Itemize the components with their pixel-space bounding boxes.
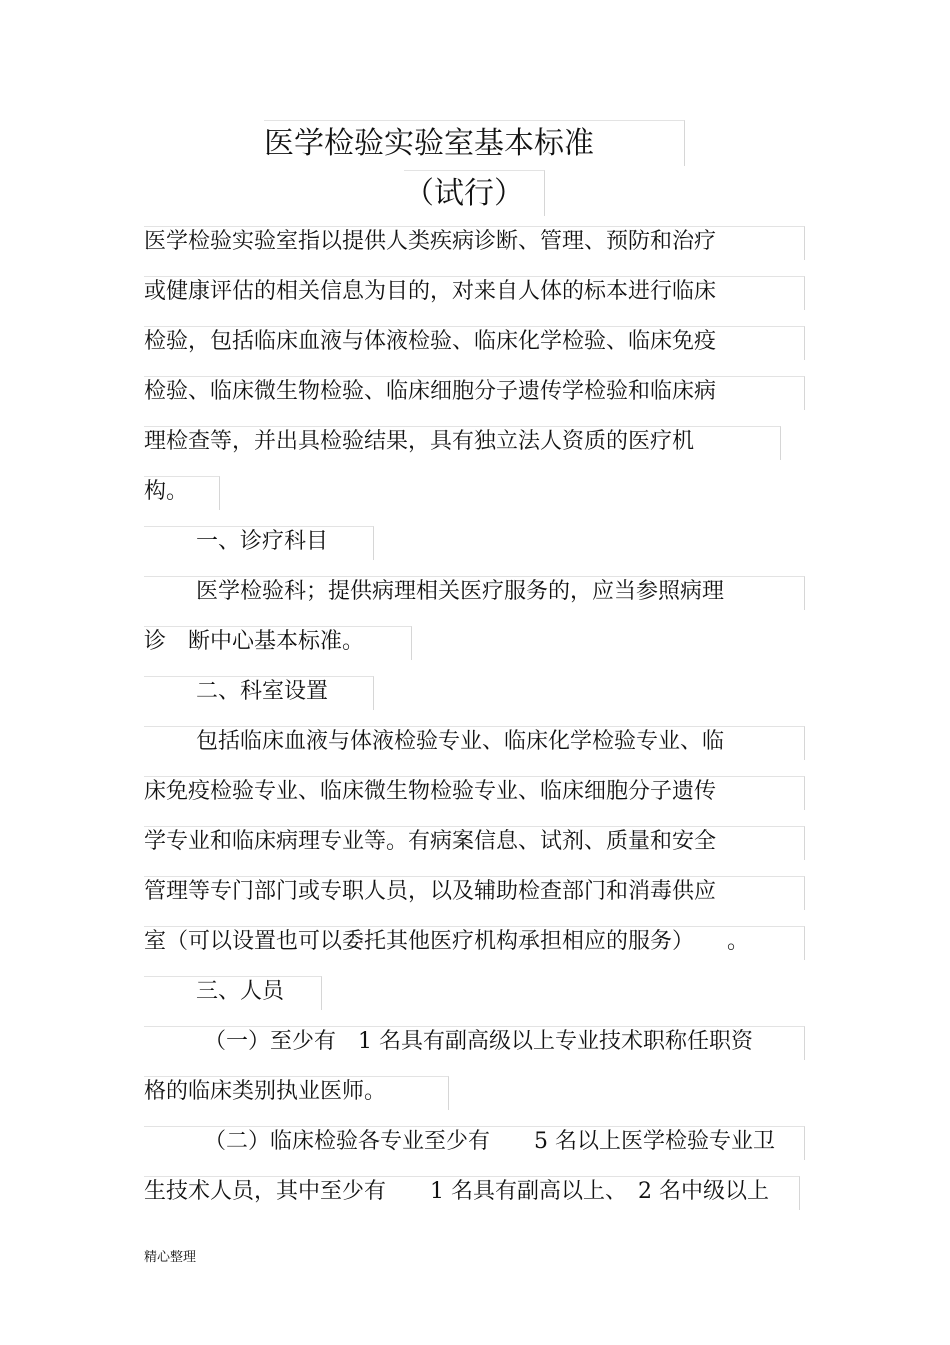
body-line: 理检查等，并出具检验结果，具有独立法人资质的医疗机 bbox=[144, 429, 695, 454]
section-heading-personnel: 三、人员 bbox=[196, 979, 285, 1004]
body-line: （二）临床检验各专业至少有 5 名以上医学检验专业卫 bbox=[204, 1129, 775, 1154]
body-line: 包括临床血液与体液检验专业、临床化学检验专业、临 bbox=[196, 729, 725, 754]
body-line: 格的临床类别执业医师。 bbox=[144, 1079, 387, 1104]
body-line: 检验、临床微生物检验、临床细胞分子遗传学检验和临床病 bbox=[144, 379, 717, 404]
body-line: 床免疫检验专业、临床微生物检验专业、临床细胞分子遗传 bbox=[144, 779, 717, 804]
body-line: 诊 断中心基本标准。 bbox=[144, 629, 365, 654]
page-footer: 精心整理 bbox=[144, 1250, 197, 1265]
body-line: 检验，包括临床血液与体液检验、临床化学检验、临床免疫 bbox=[144, 329, 717, 354]
body-line: 室（可以设置也可以委托其他医疗机构承担相应的服务） 。 bbox=[144, 929, 750, 954]
body-line: 管理等专门部门或专职人员，以及辅助检查部门和消毒供应 bbox=[144, 879, 717, 904]
section-heading-departments: 二、科室设置 bbox=[196, 679, 329, 704]
document-subtitle: （试行） bbox=[404, 176, 524, 211]
document-title: 医学检验实验室基本标准 bbox=[264, 126, 594, 161]
body-line: （一）至少有 1 名具有副高级以上专业技术职称任职资 bbox=[204, 1029, 753, 1054]
body-line: 或健康评估的相关信息为目的，对来自人体的标本进行临床 bbox=[144, 279, 717, 304]
body-line: 学专业和临床病理专业等。有病案信息、试剂、质量和安全 bbox=[144, 829, 717, 854]
body-line: 生技术人员，其中至少有 1 名具有副高以上、 2 名中级以上 bbox=[144, 1179, 769, 1204]
body-line: 构。 bbox=[144, 479, 189, 504]
body-line: 医学检验实验室指以提供人类疾病诊断、管理、预防和治疗 bbox=[144, 229, 717, 254]
section-heading-diagnosis: 一、诊疗科目 bbox=[196, 529, 329, 554]
body-line: 医学检验科；提供病理相关医疗服务的，应当参照病理 bbox=[196, 579, 725, 604]
